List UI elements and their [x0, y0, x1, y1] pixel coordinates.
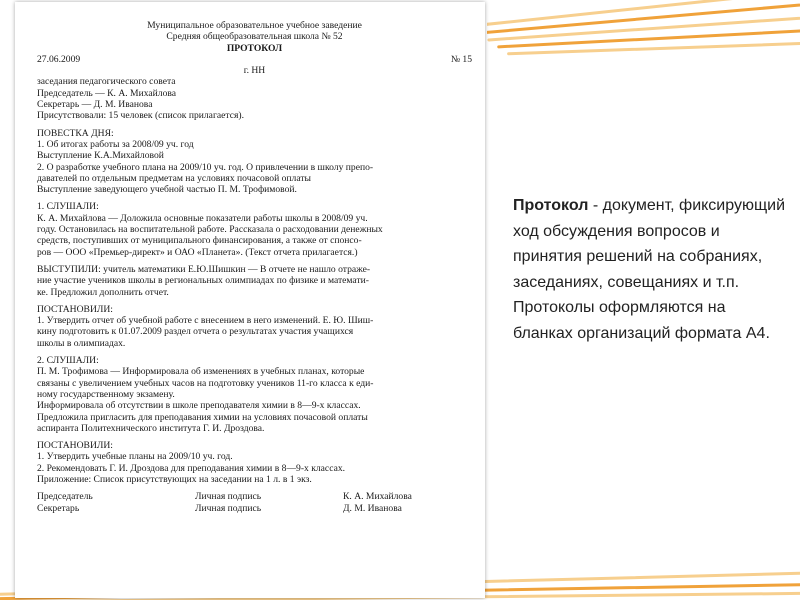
resolved2-line: 1. Утвердить учебные планы на 2009/10 уч. год.: [37, 451, 233, 463]
heard2-line: связаны с увеличением учебных часов на подготовку учеников 11-го класса к еди-: [37, 377, 374, 389]
agenda-heading: ПОВЕСТКА ДНЯ:: [37, 127, 114, 139]
agenda-line: давателей по отдельным предметам на условиях почасовой оплаты: [37, 172, 311, 184]
heard1-line: году. Остановилась на воспитательной работе. Рассказала о расходовании денежных: [37, 224, 383, 236]
spoke-line: ние участие учеников школы в региональных олимпиадах по физике и математи-: [37, 275, 369, 287]
signature-name: К. А. Михайлова: [343, 491, 412, 503]
date-number-row: [37, 54, 472, 65]
heard2-line: Предложила пригласить для преподавания химии на условиях почасовой оплаты: [37, 411, 368, 423]
signature-role: Секретарь: [37, 502, 80, 514]
signature-role: Председатель: [37, 491, 93, 503]
spoke-line: ВЫСТУПИЛИ: учитель математики Е.Ю.Шишкин — В отчете не нашло отраже-: [37, 263, 371, 275]
signature-sign: Личная подпись: [195, 491, 262, 503]
agenda-line: 1. Об итогах работы за 2008/09 уч. год: [37, 138, 194, 150]
school-name: Средняя общеобразовательная школа № 52: [166, 31, 343, 43]
heard2-line: Информировала об отсутствии в школе преподавателя химии в 8—9-х классах.: [37, 400, 361, 412]
signature-sign: Личная подпись: [195, 502, 262, 514]
attendees-line: Присутствовали: 15 человек (список прилагается).: [37, 110, 244, 122]
resolved1-line: 1. Утвердить отчет об учебной работе с внесением в него изменений. Е. Ю. Шиш-: [37, 315, 374, 327]
document-number: № 15: [450, 53, 472, 65]
caption-text: - документ, фиксирующий ход обсуждения вопросов и принятия решений на собраниях, заседаниях, совещаниях и т.п. Протоколы оформляются на бланках организаций формата А4.: [513, 197, 785, 342]
resolved1-line: кину подготовить к 01.07.2009 раздел отчета о результатах участия учащихся: [37, 326, 354, 338]
heard1-line: средств, поступивших от муниципального финансирования, а также от спонсо-: [37, 235, 362, 247]
signature-row-chairman: [37, 491, 472, 502]
secretary-line: Секретарь — Д. М. Иванова: [37, 99, 153, 111]
document-city: г. НН: [243, 65, 266, 77]
agenda-line: 2. О разработке учебного плана на 2009/10 уч. год. О привлечении в школу препо-: [37, 161, 374, 173]
resolved1-heading: ПОСТАНОВИЛИ:: [37, 303, 113, 315]
resolved2-line: Приложение: Список присутствующих на заседании на 1 л. в 1 экз.: [37, 473, 312, 485]
meeting-type: заседания педагогического совета: [37, 76, 176, 88]
spoke-line: ке. Предложил дополнить отчет.: [37, 286, 169, 298]
heard2-line: аспиранта Политехнического института Г. И. Дроздова.: [37, 422, 265, 434]
org-name: Муниципальное образовательное учебное заведение: [147, 20, 362, 31]
decorative-swoosh-top: [487, 0, 800, 58]
heard2-heading: 2. СЛУШАЛИ:: [37, 355, 99, 367]
agenda-line: Выступление К.А.Михайловой: [37, 150, 164, 162]
signature-name: Д. М. Иванова: [343, 502, 402, 514]
heard1-line: ров — ООО «Премьер-директ» и ОАО «Планета». (Текст отчета прилагается.): [37, 246, 358, 258]
document-date: 27.06.2009: [37, 53, 81, 65]
heard1-heading: 1. СЛУШАЛИ:: [37, 201, 99, 213]
document-title: ПРОТОКОЛ: [226, 42, 283, 54]
protocol-document: [15, 2, 485, 598]
resolved1-line: школы в олимпиадах.: [37, 337, 126, 349]
agenda-line: Выступление заведующего учебной частью П. М. Трофимовой.: [37, 184, 297, 196]
heard1-line: К. А. Михайлова — Доложила основные показатели работы школы в 2008/09 уч.: [37, 212, 368, 224]
chairman-line: Председатель — К. А. Михайлова: [37, 87, 177, 99]
signature-row-secretary: [37, 503, 472, 514]
resolved2-heading: ПОСТАНОВИЛИ:: [37, 440, 113, 452]
resolved2-line: 2. Рекомендовать Г. И. Дроздова для преподавания химии в 8—9-х классах.: [37, 462, 346, 474]
heard2-line: П. М. Трофимова — Информировала об изменениях в учебных планах, которые: [37, 366, 365, 378]
caption-term: Протокол: [513, 197, 589, 214]
definition-caption: [513, 193, 785, 346]
heard2-line: ному государственному экзамену.: [37, 388, 175, 400]
